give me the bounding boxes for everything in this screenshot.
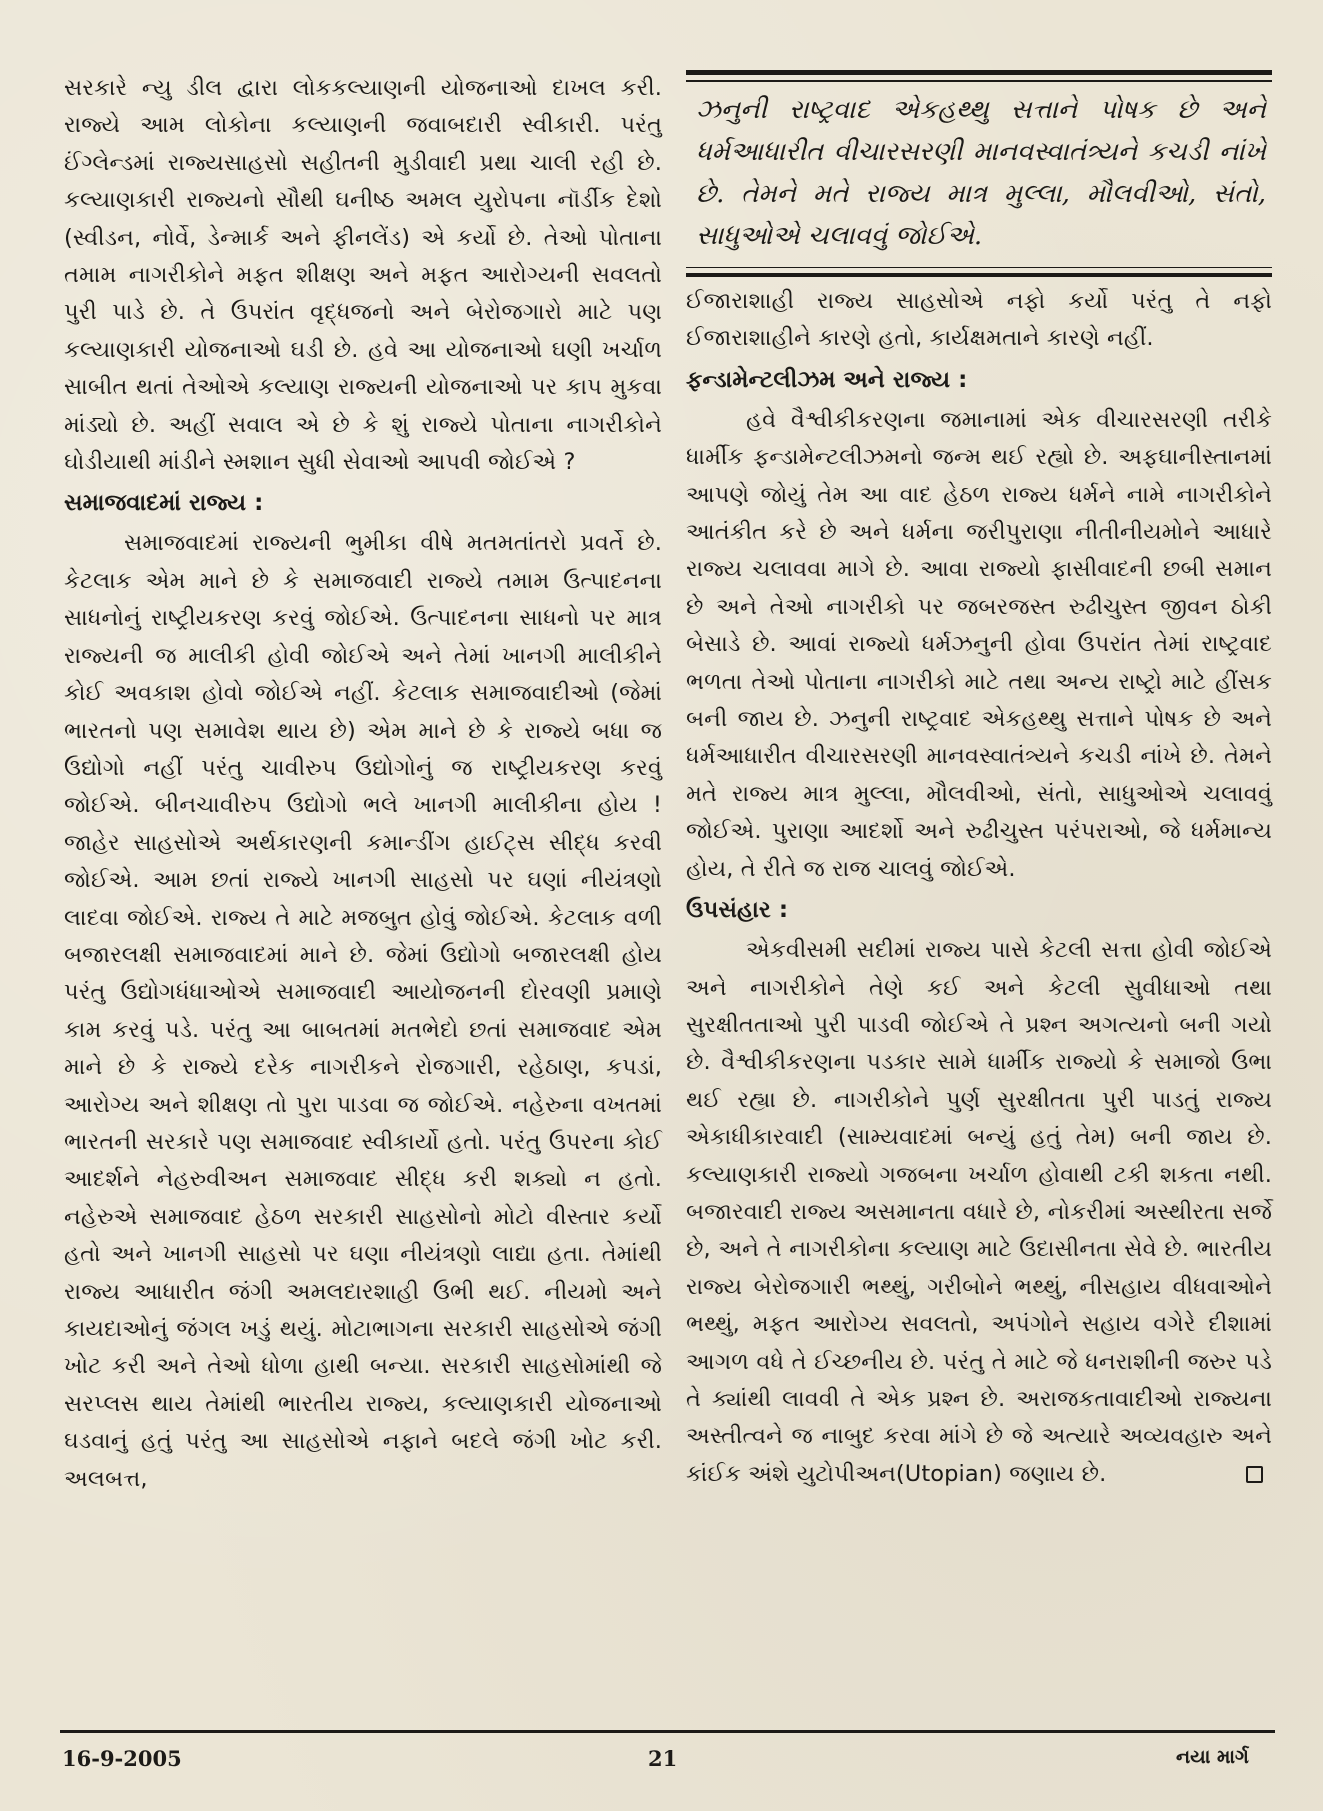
pull-quote-text: ઝનુની રાષ્ટ્રવાદ એકહથ્થુ સત્તાને પોષક છે અને ધર્મઆધારીત વીચારસરણી માનવસ્વાતંત્ર્યને કચડી નાંખે છે. તેમને મતે રાજ્ય માત્ર મુલ્લા, મૌલવીઓ, સંતો, સાધુઓએ ચલાવવું જોઈએ. [696,95,1266,251]
end-of-article-icon [1246,1466,1263,1483]
section-heading-fundamentalism: ફન્ડામેન્ટલીઝમ અને રાજ્ય : [686,366,968,393]
issue-date: 16-9-2005 [62,1746,182,1771]
article-paragraph: સરકારે ન્યુ ડીલ દ્વારા લોકકલ્યાણની યોજનાઓ દાખલ કરી. રાજ્યે આમ લોકોના કલ્યાણની જવાબદારી સ્વીકારી. પરંતુ ઈંગ્લેન્ડમાં રાજ્યસાહસો સહીતની મુડીવાદી પ્રથા ચાલી રહી છે. કલ્યાણકારી રાજ્યનો સૌથી ઘનીષ્ઠ અમલ યુરોપના નૉર્ડીક દેશો (સ્વીડન, નોર્વે, ડેન્માર્ક અને ફીનલેંડ) એ કર્યો છે. તેઓ પોતાના તમામ નાગરીકોને મફત શીક્ષણ અને મફત આરોગ્યની સવલતો પુરી પાડે છે. તે ઉપરાંત વૃદ્ધજનો અને બેરોજગારો માટે પણ કલ્યાણકારી યોજનાઓ ઘડી છે. હવે આ યોજનાઓ ઘણી ખર્ચાળ સાબીત થતાં તેઓએ કલ્યાણ રાજ્યની યોજનાઓ પર કાપ મુકવા માંડ્યો છે. અહીં સવાલ એ છે કે શું રાજ્યે પોતાના નાગરીકોને ઘોડીયાથી માંડીને સ્મશાન સુધી સેવાઓ આપવી જોઈએ ? [64,75,662,476]
article-paragraph: ઈજારાશાહી રાજ્ય સાહસોએ નફો કર્યો પરંતુ તે નફો ઈજારાશાહીને કારણે હતો, કાર્યક્ષમતાને કારણે નહીં. [686,288,1272,352]
article-paragraph: હવે વૈશ્વીકીકરણના જમાનામાં એક વીચારસરણી તરીકે ધાર્મીક ફન્ડામેન્ટલીઝમનો જન્મ થઈ રહ્યો છે. અફઘાનીસ્તાનમાં આપણે જોયું તેમ આ વાદ હેઠળ રાજ્ય ધર્મને નામે નાગરીકોને આતંકીત કરે છે અને ધર્મના જરીપુરાણા નીતીનીયમોને આધારે રાજ્ય ચલાવવા માગે છે. આવા રાજ્યો ફાસીવાદની છબી સમાન છે અને તેઓ નાગરીકો પર જબરજસ્ત રુઢીચુસ્ત જીવન ઠોકી બેસાડે છે. આવાં રાજ્યો ધર્મઝનુની હોવા ઉપરાંત તેમાં રાષ્ટ્રવાદ ભળતા તેઓ પોતાના નાગરીકો માટે તથા અન્ય રાષ્ટ્રો માટે હીંસક બની જાય છે. ઝનુની રાષ્ટ્રવાદ એકહથ્થુ સત્તાને પોષક છે અને ધર્મઆધારીત વીચારસરણી માનવસ્વાતંત્ર્યને કચડી નાંખે છે. તેમને મતે રાજ્ય માત્ર મુલ્લા, મૌલવીઓ, સંતો, સાધુઓએ ચલાવવું જોઈએ. પુરાણા આદર્શો અને રુઢીચુસ્ત પરંપરાઓ, જે ધર્મમાન્ય હોય, તે રીતે જ રાજ ચાલવું જોઈએ. [686,406,1272,882]
article-paragraph: સમાજવાદમાં રાજ્યની ભુમીકા વીષે મતમતાંતરો પ્રવર્તે છે. કેટલાક એમ માને છે કે સમાજવાદી રાજ્યે તમામ ઉત્પાદનના સાધનોનું રાષ્ટ્રીયકરણ કરવું જોઈએ. ઉત્પાદનના સાધનો પર માત્ર રાજ્યની જ માલીકી હોવી જોઈએ અને તેમાં ખાનગી માલીકીને કોઈ અવકાશ હોવો જોઈએ નહીં. કેટલાક સમાજવાદીઓ (જેમાં ભારતનો પણ સમાવેશ થાય છે) એમ માને છે કે રાજ્યે બધા જ ઉદ્યોગો નહીં પરંતુ ચાવીરુપ ઉદ્યોગોનું જ રાષ્ટ્રીયકરણ કરવું જોઈએ. બીનચાવીરુપ ઉદ્યોગો ભલે ખાનગી માલીકીના હોય ! જાહેર સાહસોએ અર્થકારણની કમાન્ડીંગ હાઈટ્સ સીદ્ધ કરવી જોઈએ. આમ છતાં રાજ્યે ખાનગી સાહસો પર ઘણાં નીયંત્રણો લાદવા જોઈએ. રાજ્ય તે માટે મજબુત હોવું જોઈએ. કેટલાક વળી બજારલક્ષી સમાજવાદમાં માને છે. જેમાં ઉદ્યોગો બજારલક્ષી હોય પરંતુ ઉદ્યોગધંધાઓએ સમાજવાદી આયોજનની દોરવણી પ્રમાણે કામ કરવું પડે. પરંતુ આ બાબતમાં મતભેદો છતાં સમાજવાદ એમ માને છે કે રાજ્યે દરેક નાગરીકને રોજગારી, રહેઠાણ, કપડાં, આરોગ્ય અને શીક્ષણ તો પુરા પાડવા જ જોઈએ. નહેરુના વખતમાં ભારતની સરકારે પણ સમાજવાદ સ્વીકાર્યો હતો. પરંતુ ઉપરના કોઈ આદર્શને નેહરુવીઅન સમાજવાદ સીદ્ધ કરી શક્યો ન હતો. નહેરુએ સમાજવાદ હેઠળ સરકારી સાહસોનો મોટો વીસ્તાર કર્યો હતો અને ખાનગી સાહસો પર ઘણા નીયંત્રણો લાદ્યા હતા. તેમાંથી રાજ્ય આધારીત જંગી અમલદારશાહી ઉભી થઈ. નીયમો અને કાયદાઓનું જંગલ ખડું થયું. મોટાભાગના સરકારી સાહસોએ જંગી ખોટ કરી અને તેઓ ધોળા હાથી બન્યા. સરકારી સાહસોમાંથી જે સરપ્લસ થાય તેમાંથી ભારતીય રાજ્ય, કલ્યાણકારી યોજનાઓ ઘડવાનું હતું પરંતુ આ સાહસોએ નફાને બદલે જંગી ખોટ કરી. અલબત્ત, [64,530,662,1492]
magazine-name: નયા માર્ગ [1176,1746,1249,1768]
footer-rule [60,1730,1275,1733]
conclusion-text: એકવીસમી સદીમાં રાજ્ય પાસે કેટલી સત્તા હોવી જોઈએ અને નાગરીકોને તેણે કઈ અને કેટલી સુવીધાઓ તથા સુરક્ષીતતાઓ પુરી પાડવી જોઈએ તે પ્રશ્ન અગત્યનો બની ગયો છે. વૈશ્વીકીકરણના પડકાર સામે ધાર્મીક રાજ્યો કે સમાજો ઉભા થઈ રહ્યા છે. નાગરીકોને પુર્ણ સુરક્ષીતતા પુરી પાડતું રાજ્ય એકાધીકારવાદી (સામ્યવાદમાં બન્યું હતું તેમ) બની જાય છે. કલ્યાણકારી રાજ્યો ગજબના ખર્ચાળ હોવાથી ટકી શકતા નથી. બજારવાદી રાજ્ય અસમાનતા વધારે છે, નોકરીમાં અસ્થીરતા સર્જે છે, અને તે નાગરીકોના કલ્યાણ માટે ઉદાસીનતા સેવે છે. ભારતીય રાજ્ય બેરોજગારી ભથ્થું, ગરીબોને ભથ્થું, નીસહાય વીધવાઓને ભથ્થું, મફત આરોગ્ય સવલતો, અપંગોને સહાય વગેરે દીશામાં આગળ વધે તે ઈચ્છનીય છે. પરંતુ તે માટે જે ધનરાશીની જરુર પડે તે ક્યાંથી લાવવી તે એક પ્રશ્ન છે. અરાજકતાવાદીઓ રાજ્યના અસ્તીત્વને જ નાબુદ કરવા માંગે છે જે અત્યારે અવ્યવહારુ અને કાંઈક અંશે યુટોપીઅન(Utopian) જણાય છે. [686,937,1272,1487]
right-column [686,70,1272,1493]
page-number: 21 [648,1746,678,1771]
left-column [64,70,662,1498]
pull-quote [686,70,1272,277]
section-heading-socialism: સમાજવાદમાં રાજ્ય : [64,490,264,517]
section-heading-conclusion: ઉપસંહાર : [686,897,789,924]
article-paragraph [686,932,1272,1493]
